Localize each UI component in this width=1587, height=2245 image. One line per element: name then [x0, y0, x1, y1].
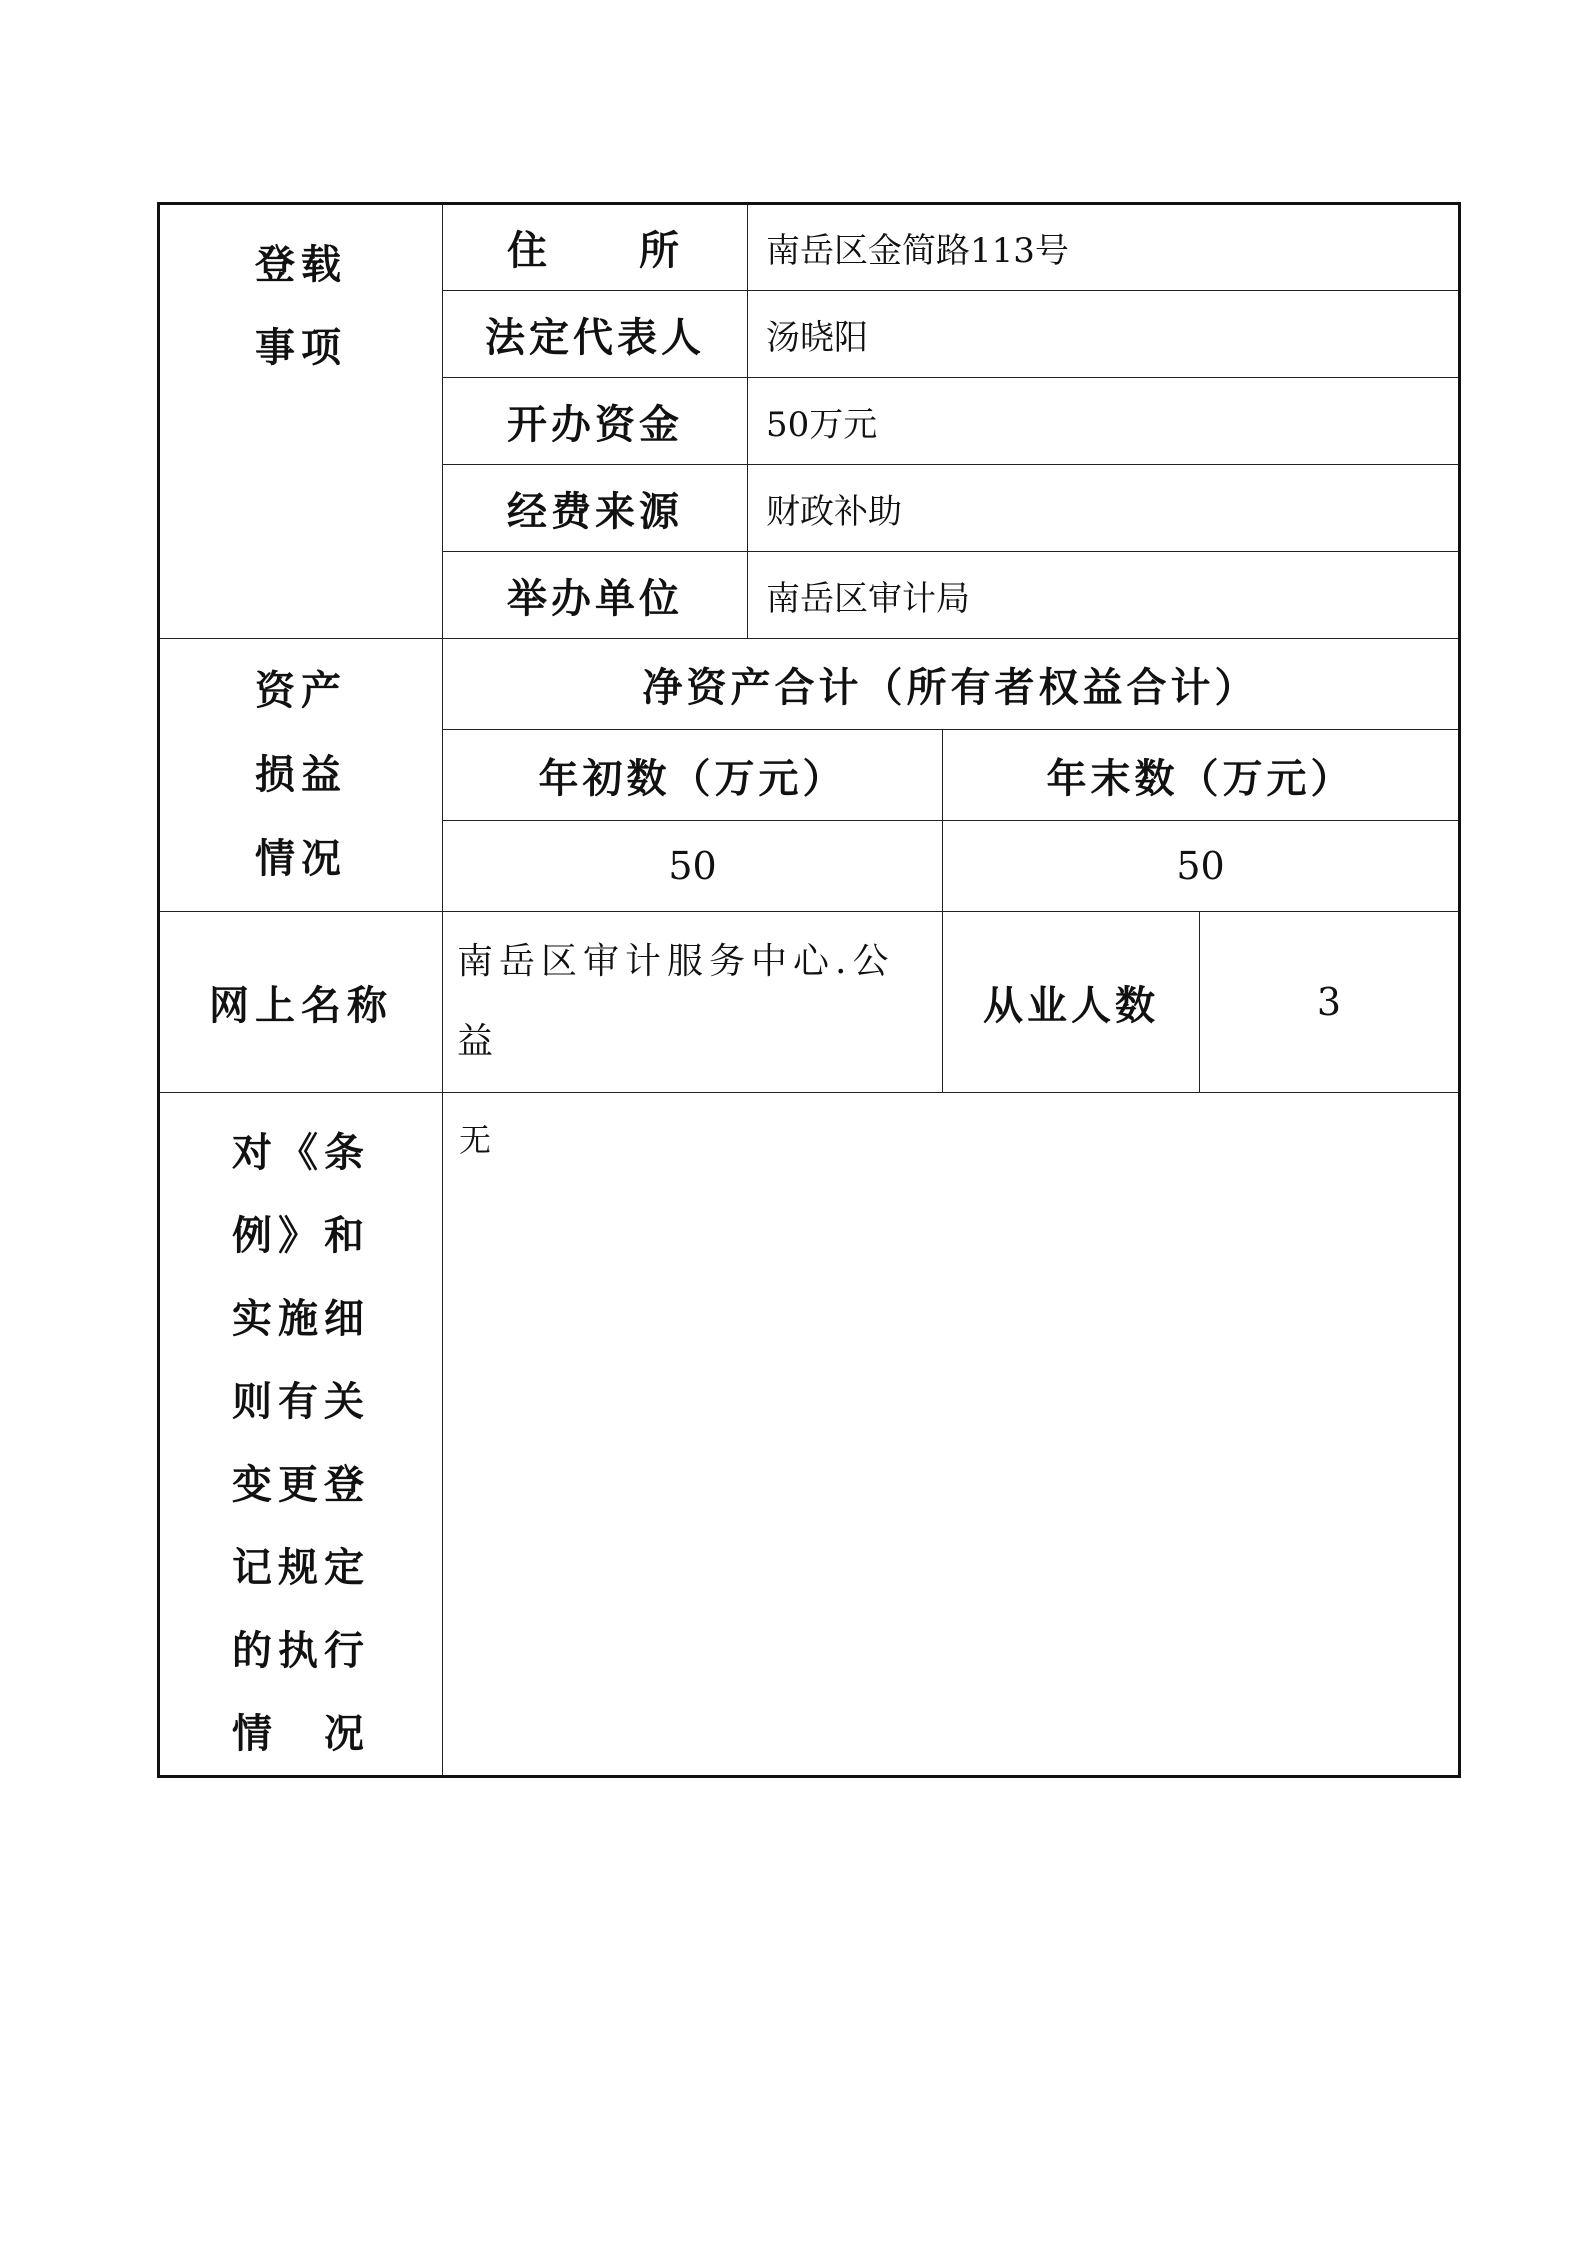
registration-label-line-1: 登载 [255, 241, 347, 288]
compliance-label-line-1: 对《条 [232, 1129, 370, 1176]
assets-section-label [159, 639, 443, 912]
compliance-label-line-5: 变更登 [232, 1461, 370, 1508]
compliance-label-line-4: 则有关 [232, 1378, 370, 1425]
compliance-label-line-2: 例》和 [232, 1212, 370, 1259]
compliance-label-line-6: 记规定 [232, 1544, 370, 1591]
online-name-label: 网上名称 [159, 912, 443, 1093]
staff-count-value: 3 [1200, 912, 1460, 1093]
capital-value: 50万元 [748, 378, 1460, 465]
end-year-value: 50 [943, 821, 1460, 912]
legal-rep-label: 法定代表人 [443, 291, 748, 378]
funding-source-value: 财政补助 [748, 465, 1460, 552]
funding-source-label: 经费来源 [443, 465, 748, 552]
staff-count-label: 从业人数 [943, 912, 1200, 1093]
assets-label-line-1: 资产 [255, 667, 347, 714]
address-label: 住 所 [443, 204, 748, 291]
begin-year-label: 年初数（万元） [443, 730, 943, 821]
end-year-label: 年末数（万元） [943, 730, 1460, 821]
online-name-line-1: 南岳区审计服务中心.公 [457, 941, 895, 982]
compliance-label [159, 1093, 443, 1777]
registration-label-line-2: 事项 [255, 324, 347, 371]
compliance-label-line-8: 情 况 [232, 1710, 370, 1757]
sponsor-label: 举办单位 [443, 552, 748, 639]
sponsor-value: 南岳区审计局 [748, 552, 1460, 639]
online-name-line-2: 益 [457, 1021, 500, 1062]
compliance-label-line-3: 实施细 [232, 1295, 370, 1342]
address-value: 南岳区金简路113号 [748, 204, 1460, 291]
registration-form-table [157, 202, 1461, 1778]
begin-year-value: 50 [443, 821, 943, 912]
online-name-value [443, 912, 943, 1093]
legal-rep-value: 汤晓阳 [748, 291, 1460, 378]
net-assets-header: 净资产合计（所有者权益合计） [443, 639, 1460, 730]
compliance-label-line-7: 的执行 [232, 1627, 370, 1674]
assets-label-line-2: 损益 [255, 751, 347, 798]
registration-section-label [159, 204, 443, 639]
assets-label-line-3: 情况 [255, 835, 347, 882]
capital-label: 开办资金 [443, 378, 748, 465]
compliance-value: 无 [443, 1093, 1460, 1777]
